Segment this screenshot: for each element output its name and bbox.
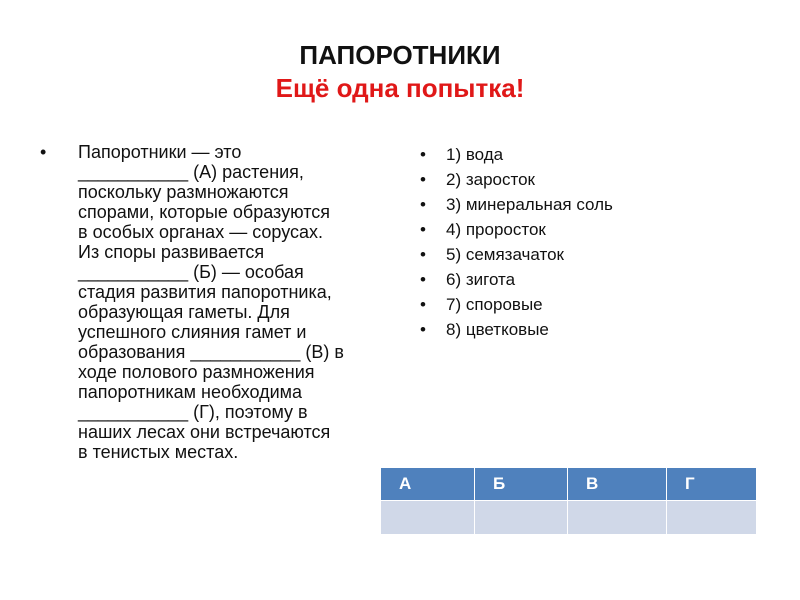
- answer-header-b: Б: [475, 468, 568, 501]
- slide-title: ПАПОРОТНИКИ: [299, 40, 501, 70]
- option-item: [420, 317, 760, 342]
- paragraph-line: в особых органах — сорусах.: [78, 222, 324, 242]
- bullet-dot: •: [40, 142, 47, 162]
- answer-header-v: В: [568, 468, 667, 501]
- paragraph-line: Папоротники — это: [78, 142, 242, 162]
- answer-cell-v[interactable]: [568, 501, 667, 535]
- option-item: [420, 267, 760, 292]
- paragraph-line: поскольку размножаются: [78, 182, 289, 202]
- paragraph-line: спорами, которые образуются: [78, 202, 330, 222]
- paragraph-line: стадия развития папоротника,: [78, 282, 332, 302]
- answer-header-g: Г: [667, 468, 757, 501]
- option-item: [420, 292, 760, 317]
- paragraph-line: в тенистых местах.: [78, 442, 239, 462]
- answer-cell-b[interactable]: [475, 501, 568, 535]
- paragraph-line: ___________ (Б) — особая: [78, 262, 304, 282]
- paragraph-line: образующая гаметы. Для: [78, 302, 290, 322]
- option-item: [420, 217, 760, 242]
- option-text: 5) семязачаток: [446, 245, 564, 264]
- paragraph-line: наших лесах они встречаются: [78, 422, 331, 442]
- bullet-dot: •: [420, 245, 426, 264]
- option-text: 6) зигота: [446, 270, 516, 289]
- bullet-dot: •: [420, 295, 426, 314]
- slide-title-block: [0, 38, 800, 104]
- option-text: 4) проросток: [446, 220, 546, 239]
- answer-cell-a[interactable]: [381, 501, 475, 535]
- paragraph-line: ходе полового размножения: [78, 362, 315, 382]
- answer-cell-g[interactable]: [667, 501, 757, 535]
- paragraph-line: папоротникам необходима: [78, 382, 303, 402]
- paragraph-line: образования ___________ (В) в: [78, 342, 344, 362]
- slide-subtitle: Ещё одна попытка!: [275, 73, 525, 103]
- bullet-dot: •: [420, 220, 426, 239]
- paragraph-line: Из споры развивается: [78, 242, 265, 262]
- task-paragraph-item: [40, 142, 390, 462]
- task-text-column: [40, 142, 390, 462]
- answer-table-input-row: [381, 501, 757, 535]
- task-paragraph: [78, 142, 390, 462]
- options-list: [420, 142, 760, 342]
- bullet-dot: •: [420, 320, 426, 339]
- options-column: [420, 142, 760, 342]
- paragraph-line: ___________ (Г), поэтому в: [78, 402, 308, 422]
- paragraph-line: ___________ (А) растения,: [78, 162, 304, 182]
- option-item: [420, 142, 760, 167]
- bullet-dot: •: [420, 170, 426, 189]
- option-text: 8) цветковые: [446, 320, 549, 339]
- option-text: 1) вода: [446, 145, 504, 164]
- bullet-dot: •: [420, 270, 426, 289]
- option-text: 3) минеральная соль: [446, 195, 613, 214]
- paragraph-line: успешного слияния гамет и: [78, 322, 307, 342]
- bullet-dot: •: [420, 195, 426, 214]
- option-item: [420, 242, 760, 267]
- option-item: [420, 192, 760, 217]
- option-text: 2) заросток: [446, 170, 535, 189]
- answer-table-header-row: [381, 468, 757, 501]
- bullet-dot: •: [420, 145, 426, 164]
- option-item: [420, 167, 760, 192]
- answer-header-a: А: [381, 468, 475, 501]
- option-text: 7) споровые: [446, 295, 543, 314]
- answer-table: [380, 467, 757, 535]
